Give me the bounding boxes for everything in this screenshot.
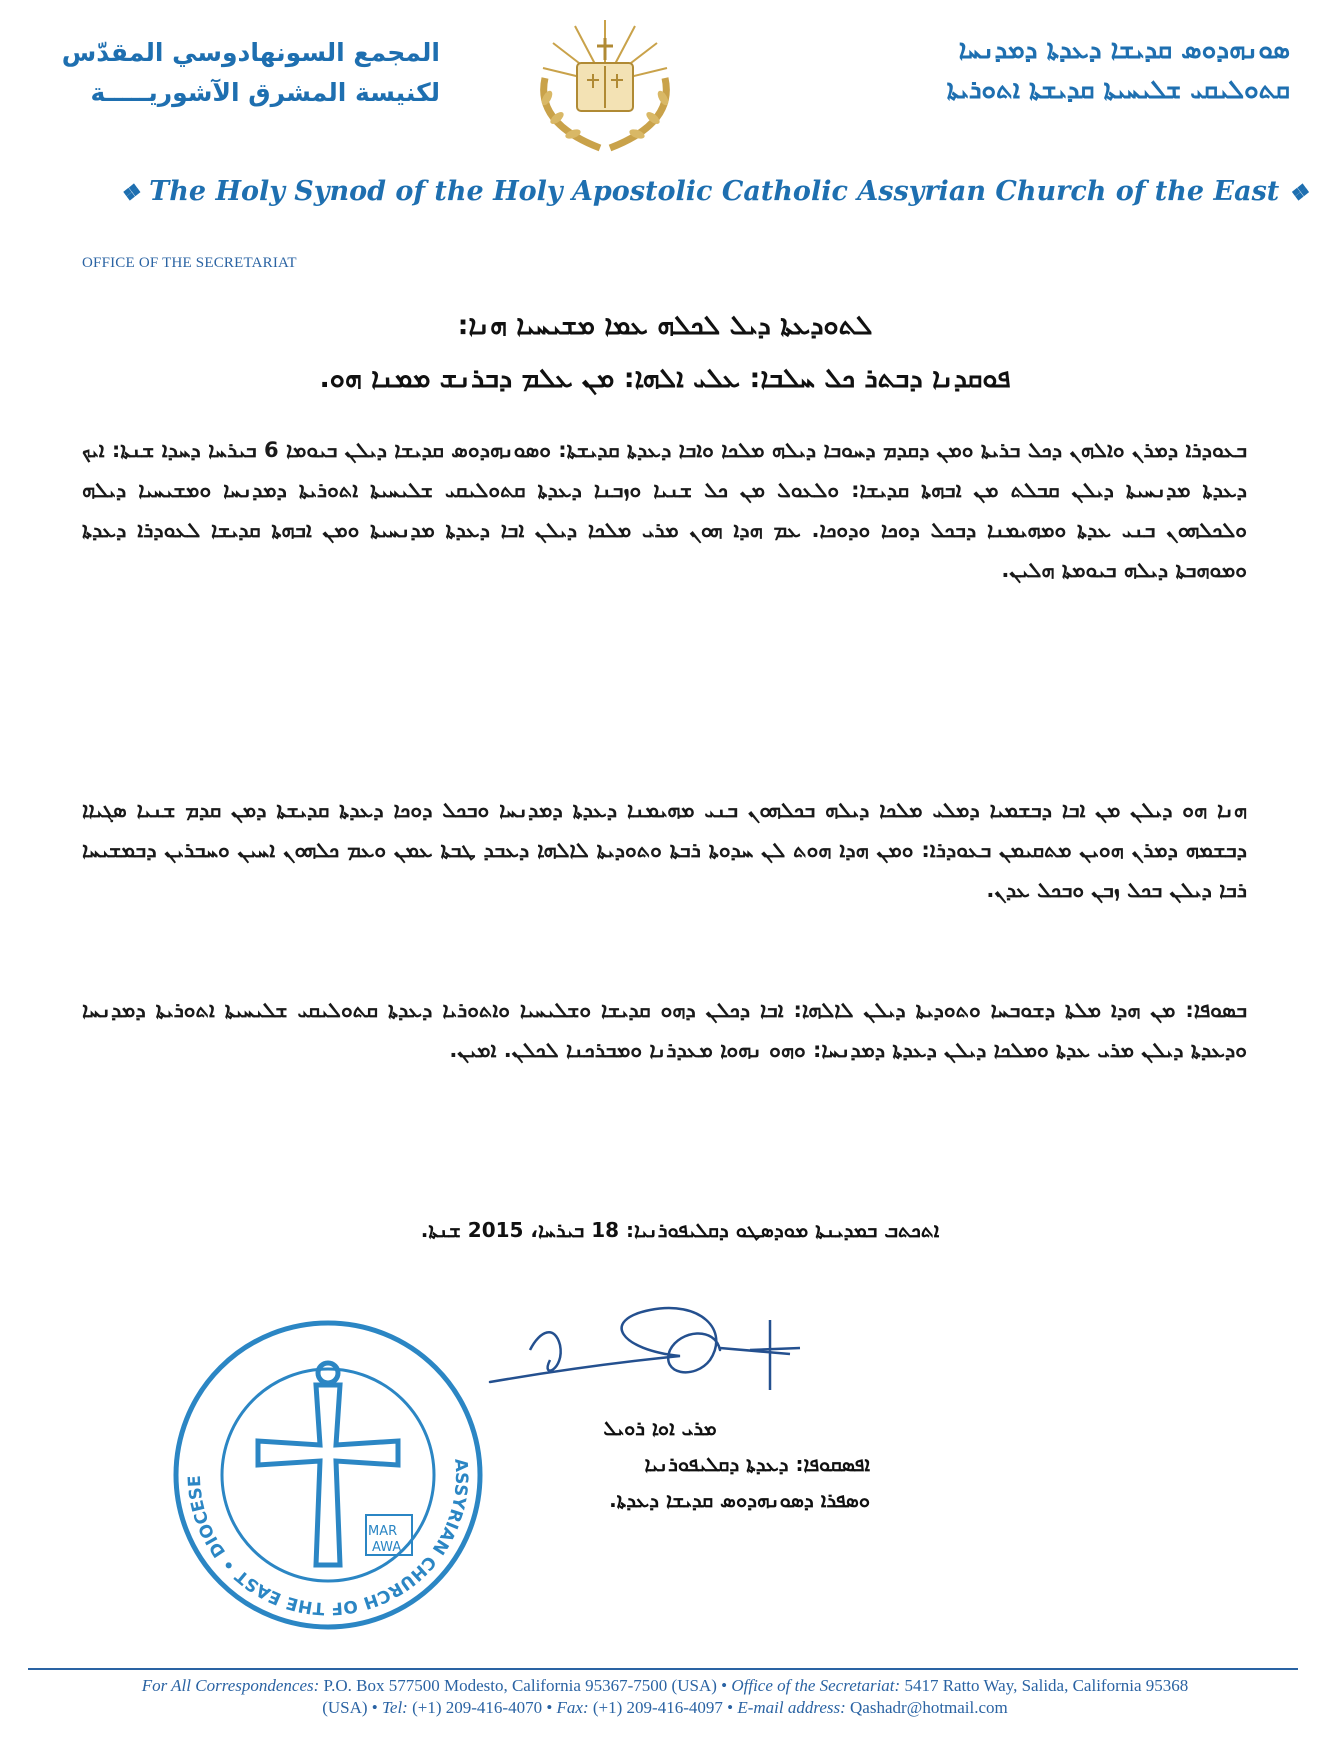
diocese-seal-stamp: [168, 1315, 488, 1635]
footer-divider: [28, 1668, 1298, 1670]
seal-label-top: MAR: [368, 1524, 398, 1539]
footer-email-link[interactable]: Qashadr@hotmail.com: [845, 1698, 1008, 1717]
footer-contact: [30, 1675, 1300, 1719]
english-synod-title: [120, 176, 1309, 207]
diamond-ornament-icon: ❖: [1288, 180, 1309, 206]
letter-paragraph-3: ܒܣܘܦܐ: ܡܢ ܗܕܐ ܡܠܬܐ ܕܫܘܒܚܐ ܘܬܘܕܝܬܐ ܕܝܠܢ ܠܐܠܗܐ: ܐܒܐ ܕܟܠܢ ܕܗܘ ܩܕܝܫܐ ܘܫܠܝܚܝܐ ܘܐܬܘܪܝܐ ܕܥܕܬܐ ܩܬܘܠܝܩܝ ܫܠܝܚܝܬܐ ܐܬܘܪܝܬܐ ܕܡܕܢܚܐ ܘܕܥܕܬܐ ܕܝܠܢ ܡܪܝ ܥܕܬܐ ܘܡܠܟܐ ܕܝܠܢ ܕܥܕܬܐ ܕܡܕܢܚܐ: ܘܗܘ ܢܗܘܐ ܡܥܕܪܢܐ ܘܡܒܪܟܢܐ ܠܟܠܢ. ܐܡܝܢ.: [82, 998, 1247, 1062]
footer-fax: (+1) 209-416-4097 •: [588, 1698, 738, 1717]
footer-secretariat-address: 5417 Ratto Way, Salida, California 95368: [900, 1676, 1189, 1695]
footer-tel: (+1) 209-416-4070 •: [407, 1698, 557, 1717]
arabic-heading-line1: المجمع السونهادوسي المقدّس: [61, 38, 440, 67]
letter-title-line2: ܦܘܩܕܢܐ ܕܒܬܪ ܟܠ ܚܠܒܐ: ܥܠܝ ܐܠܗܐ: ܡܢ ܥܠܡ ܕܒܪܢܫ ܡܡܢܐ ܗܘ.: [319, 363, 1011, 394]
footer-line-1: [30, 1675, 1300, 1697]
svg-text:ASSYRIAN CHURCH OF THE EAST •: ASSYRIAN CHURCH OF THE EAST • DIOCESE: [184, 1457, 472, 1619]
footer-country: (USA) •: [322, 1698, 383, 1717]
syriac-heading-line2: ܩܬܘܠܝܩܝ ܫܠܝܚܝܬܐ ܩܕܝܫܬܐ ܐܬܘܪܝܬܐ: [946, 75, 1290, 105]
letter-paragraph-2: ܗܢܐ ܗܘ ܕܝܠܢ ܡܢ ܐܒܐ ܕܒܫܡܝܐ ܕܡܠܝ ܡܠܟܐ ܕܝܠܗ ܒܟܠܗܘܢ ܒܢܝ ܡܗܝܡܢܐ ܕܥܕܬܐ ܕܡܕܢܚܐ ܘܒܟܠ ܕܘܟܐ ܕܥܕܬܐ ܩܕܝܫܬܐ ܕܡܢ ܩܕܡ ܫܢܝܐ ܣܓܝܐܐ ܕܒܫܡܗ ܕܡܪܢ ܗܘܝܢ ܡܬܩܝܡܢ ܒܥܘܕܪܐ: ܘܡܢ ܗܕܐ ܗܘܬ ܠܢ ܚܕܘܬܐ ܪܒܬܐ ܘܬܘܕܝܬܐ ܠܐܠܗܐ ܕܥܒܕ ܛܒܬܐ ܥܡܢ ܘܥܡ ܟܠܗܘܢ ܐܚܝܢ ܘܚܒܪܝܢ ܕܒܡܫܝܚܐ ܪܒܐ ܕܝܠܢ ܒܟܠ ܙܒܢ ܘܒܟܠ ܥܕܢ.: [82, 798, 1247, 902]
office-label: OFFICE OF THE SECRETARIAT: [82, 255, 297, 271]
signature-name: ܡܪܝ ܐܘܐ ܪܘܝܠ: [603, 1416, 717, 1440]
letter-title-line1: ܠܬܘܕܥܬܐ ܕܝܠ ܠܟܠܗ ܥܡܐ ܡܫܝܚܝܐ ܗܢܐ:: [457, 310, 873, 341]
signature-title-1: ܐܦܣܩܘܦܐ: ܕܥܕܬܐ ܕܩܠܝܦܘܪܢܝܐ: [644, 1452, 870, 1476]
footer-label-correspondence: For All Correspondences:: [141, 1676, 320, 1695]
signature-title-2: ܘܣܦܪܐ ܕܣܘܢܗܕܘܣ ܩܕܝܫܐ ܕܥܕܬܐ.: [609, 1488, 870, 1512]
seal-label-bottom: AWA: [372, 1540, 402, 1555]
arabic-heading-line2: لكنيسة المشرق الآشوريـــــة: [90, 78, 440, 107]
footer-label-fax: Fax:: [556, 1698, 589, 1717]
footer-po-box: P.O. Box 577500 Modesto, California 95367-7500 (USA) •: [319, 1676, 732, 1695]
english-title-text: The Holy Synod of the Holy Apostolic Catholic Assyrian Church of the East: [149, 176, 1280, 207]
letter-date-line: ܐܬܟܬܒ ܒܡܕܝܢܬܐ ܡܘܕܣܛܘ ܕܩܠܝܦܘܪܢܝܐ: 18 ܒܝܪܚܐ، 2015 ܫܢܬܐ.: [420, 1218, 940, 1242]
handwritten-signature: [470, 1290, 850, 1410]
signature-block: [490, 1410, 870, 1518]
footer-label-email: E-mail address:: [737, 1698, 846, 1717]
synod-emblem-logo: [505, 8, 705, 158]
footer-line-2: [30, 1697, 1300, 1719]
letter-paragraph-1: ܒܥܘܕܪܐ ܕܡܪܢ ܘܐܠܗܢ ܕܟܠ ܒܪܝܬܐ ܘܡܢ ܕܩܕܡ ܕܚܘܒܐ ܕܝܠܗ ܡܠܟܐ ܘܐܒܐ ܕܥܕܬܐ ܩܕܝܫܬܐ: ܘܣܘܢܗܕܘܣ ܩܕܝܫܐ ܕܝܠܢ ܒܝܘܡܐ 6 ܒܝܪܚܐ ܕܚܕܐ ܫܢܬܐ: ܐܝܟ ܕܥܕܬܐ ܡܕܢܚܝܬܐ ܕܝܠܢ ܩܒܠܬ ܡܢ ܐܒܗܬܐ ܩܕܝܫܐ: ܘܠܥܘܠ ܡܢ ܟܠ ܫܢܝܐ ܘܙܒܢܐ ܕܥܕܬܐ ܩܬܘܠܝܩܝ ܫܠܝܚܝܬܐ ܐܬܘܪܝܬܐ ܕܡܕܢܚܐ ܘܡܫܝܚܝܐ ܕܝܠܗ ܘܠܟܠܗܘܢ ܒܢܝ ܥܕܬܐ ܘܡܗܝܡܢܐ ܕܒܟܠ ܕܘܟܐ ܘܕܘܟܐ. ܥܡ ܗܕܐ ܗܘܢ ܡܪܝ ܡܠܟܐ ܕܝܠܢ ܐܒܐ ܕܥܕܬܐ ܡܕܢܚܝܬܐ ܘܡܢ ܐܒܗܬܐ ܩܕܝܫܐ ܠܥܘܕܪܐ ܕܥܕܬܐ ܘܡܘܗܒܬܐ ܕܝܠܗ ܒܝܘܡܬܐ ܗܠܝܢ.: [82, 438, 1247, 582]
syriac-heading-line1: ܣܘܢܗܕܘܣ ܩܕܝܫܐ ܕܥܕܬܐ ܕܡܕܢܚܐ: [958, 35, 1290, 65]
footer-label-secretariat: Office of the Secretariat:: [731, 1676, 901, 1695]
footer-label-tel: Tel:: [382, 1698, 408, 1717]
diamond-ornament-icon: ❖: [120, 180, 140, 206]
